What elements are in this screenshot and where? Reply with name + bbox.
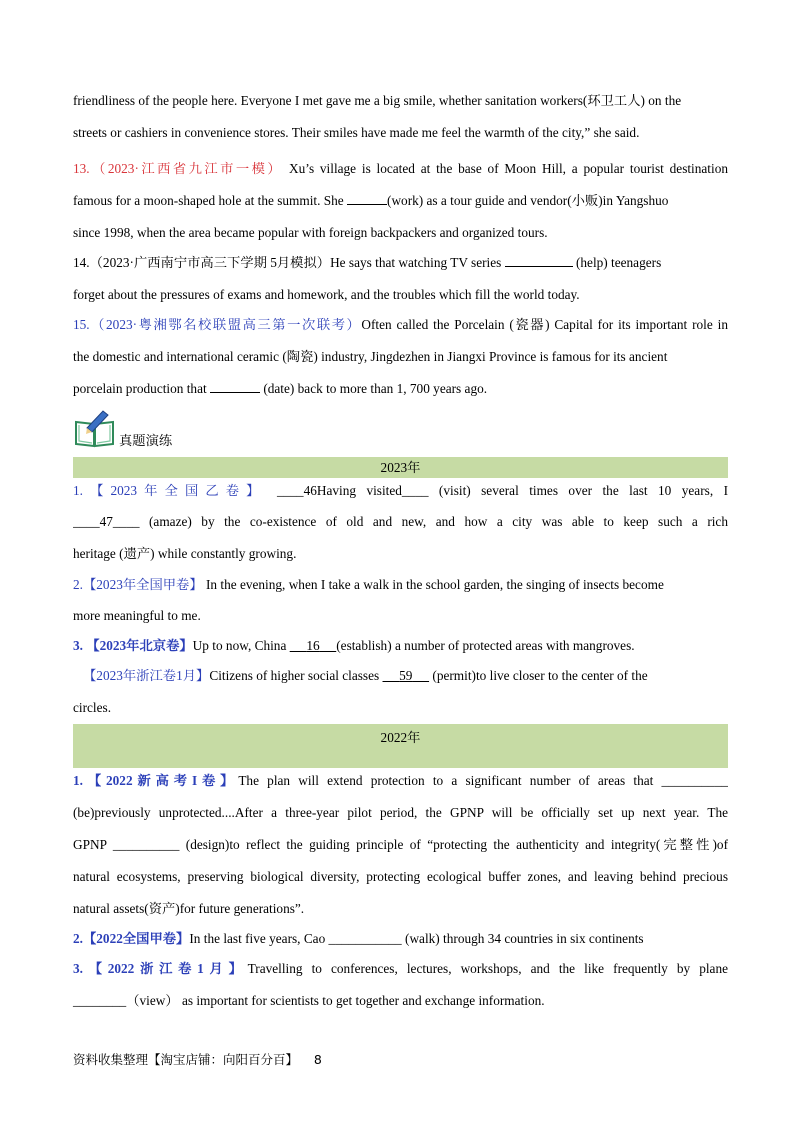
question-15: 15.（2023·粤湘鄂名校联盟高三第一次联考）Often called the Porcelain (瓷器) Capital for its important role in xyxy=(73,317,728,332)
year-bar-2022: 2022年 xyxy=(73,724,728,768)
intro-line: friendliness of the people here. Everyone I met gave me a big smile, whether sanitation workers(环卫工人) on the xyxy=(73,93,682,108)
question-15-line: the domestic and international ceramic (陶瓷) industry, Jingdezhen in Jiangxi Province is famous for its ancient xyxy=(73,349,668,364)
footer-text: 资料收集整理【淘宝店铺：向阳百分百】 xyxy=(73,1052,299,1067)
year-bar-2023: 2023年 xyxy=(73,457,728,478)
question-14-line: forget about the pressures of exams and homework, and the troubles which fill the world today. xyxy=(73,287,580,302)
question-2022-3-line: ________（view） as important for scientists to get together and exchange information. xyxy=(73,993,545,1008)
question-2022-3: 3.【2022浙江卷1月】Travelling to conferences, lectures, workshops, and the like frequently by plane xyxy=(73,961,728,976)
answer-blank[interactable] xyxy=(505,254,573,267)
page-number: 8 xyxy=(313,1052,322,1067)
question-source: 【2023年浙江卷1月】 xyxy=(83,668,210,683)
question-2023-1-line: heritage (遗产) while constantly growing. xyxy=(73,546,297,561)
intro-line: streets or cashiers in convenience stores. Their smiles have made me feel the warmth of the city,” she said. xyxy=(73,125,640,140)
question-2022-1-line: natural assets(资产)for future generations”. xyxy=(73,901,305,916)
question-source: 13.（2023·江西省九江市一模） xyxy=(73,161,284,176)
question-source: 2.【2023年全国甲卷】 xyxy=(73,577,203,592)
question-source: 1.【2022新高考I卷】 xyxy=(73,773,239,788)
question-2022-1-line: natural ecosystems, preserving biological diversity, protecting ecological buffer zones, and leaving behind precious xyxy=(73,869,728,884)
question-2022-2: 2.【2022全国甲卷】In the last five years, Cao ___________ (walk) through 34 countries in six continents xyxy=(73,931,644,946)
question-15-line: porcelain production that (date) back to more than 1, 700 years ago. xyxy=(73,381,488,396)
answer-blank[interactable] xyxy=(210,380,260,393)
book-pencil-icon xyxy=(73,408,117,448)
question-2023-2-line: more meaningful to me. xyxy=(73,608,201,623)
question-2023-1-line: ____47____ (amaze) by the co-existence of old and new, and how a city was able to keep such a rich xyxy=(73,514,728,529)
question-2023-3: 3. 【2023年北京卷】Up to now, China 16 (establish) a number of protected areas with mangroves. xyxy=(73,638,635,653)
question-source: 3.【2022浙江卷1月】 xyxy=(73,961,248,976)
question-2022-1-line: (be)previously unprotected....After a three-year pilot period, the GPNP will be officially set up next year. The xyxy=(73,805,728,820)
answer-blank[interactable] xyxy=(347,192,387,205)
question-source: 3. 【2023年北京卷】 xyxy=(73,638,193,653)
question-source: 15.（2023·粤湘鄂名校联盟高三第一次联考） xyxy=(73,317,362,332)
question-2022-1: 1.【2022新高考I卷】The plan will extend protection to a significant number of areas that __________ xyxy=(73,773,728,788)
question-source: 2.【2022全国甲卷】 xyxy=(73,931,190,946)
question-2023-2: 2.【2023年全国甲卷】 In the evening, when I take a walk in the school garden, the singing of insects become xyxy=(73,577,664,592)
question-14: 14.（2023·广西南宁市高三下学期 5月模拟）He says that watching TV series (help) teenagers xyxy=(73,255,662,270)
question-13-line: famous for a moon-shaped hole at the summit. She (work) as a tour guide and vendor(小贩)in Yangshuo xyxy=(73,193,669,208)
question-2023-1: 1.【2023年全国乙卷】 ____46Having visited____ (visit) several times over the last 10 years, I xyxy=(73,483,728,498)
question-2023-4: 【2023年浙江卷1月】Citizens of higher social classes 59 (permit)to live closer to the center of the xyxy=(83,668,648,683)
answer-blank[interactable]: 59 xyxy=(399,668,413,683)
section-title: 真题演练 xyxy=(119,433,173,448)
page-footer xyxy=(73,1050,322,1068)
question-13: 13.（2023·江西省九江市一模） Xu’s village is located at the base of Moon Hill, a popular tourist destination xyxy=(73,161,728,176)
question-2023-4-line: circles. xyxy=(73,700,112,715)
question-source: 1.【2023年全国乙卷】 xyxy=(73,483,267,498)
question-2022-1-line: GPNP __________ (design)to reflect the guiding principle of “protecting the authenticity and integrity(完整性)of xyxy=(73,837,728,852)
question-13-line: since 1998, when the area became popular with foreign backpackers and organized tours. xyxy=(73,225,548,240)
question-source: 14.（2023·广西南宁市高三下学期 5月模拟） xyxy=(73,255,331,270)
answer-blank[interactable]: 16 xyxy=(306,638,320,653)
